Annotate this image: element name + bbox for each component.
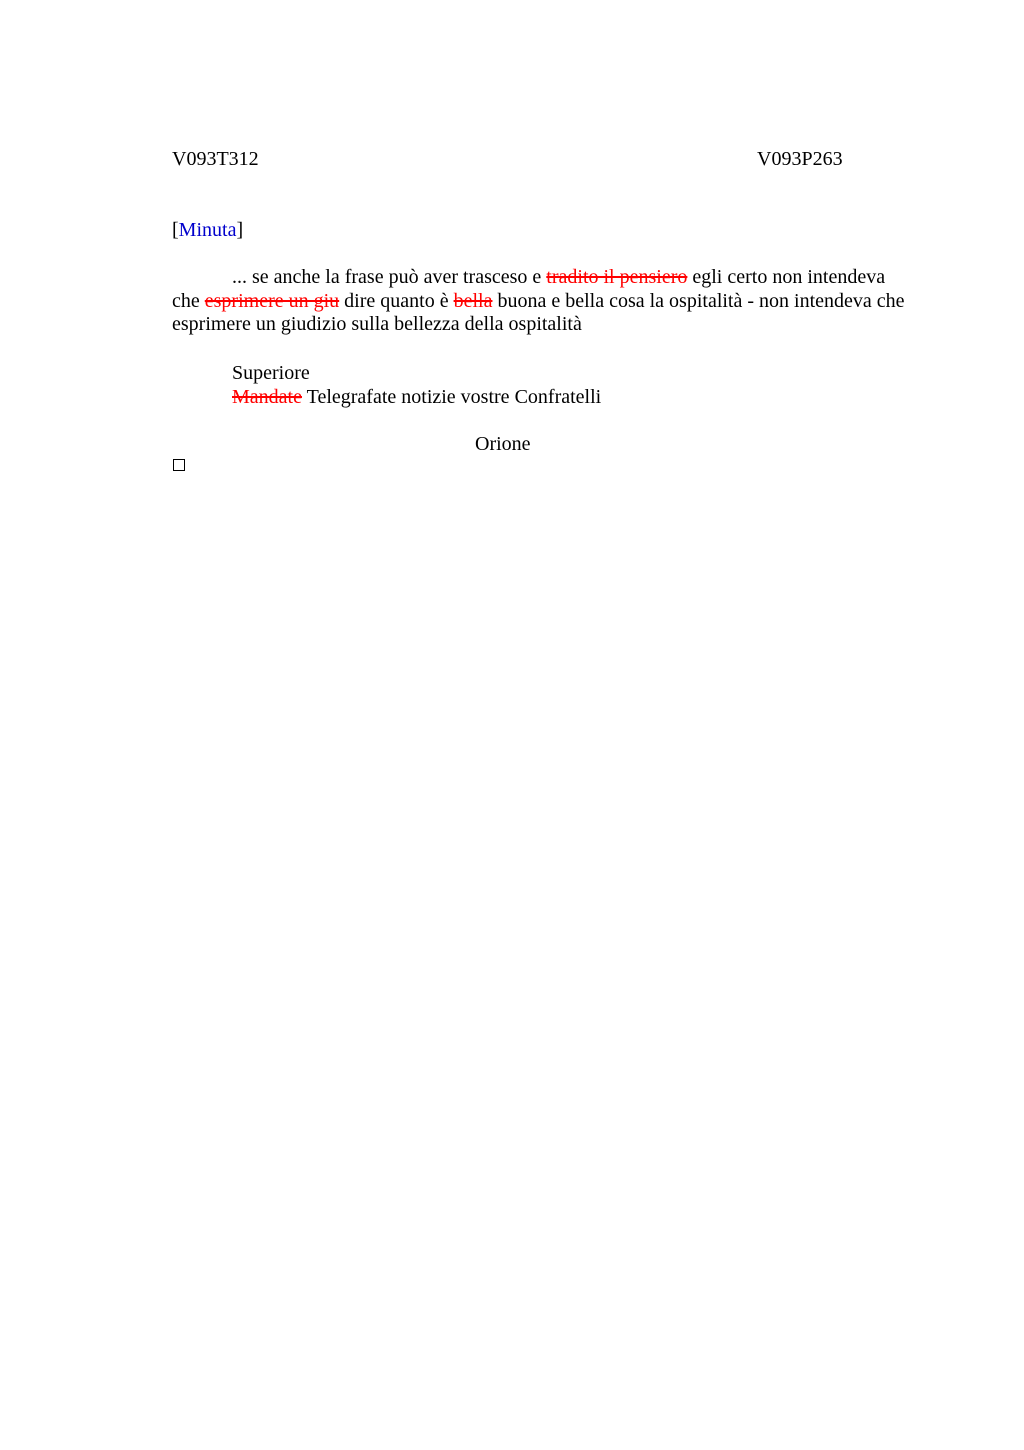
end-of-document-box-icon xyxy=(173,459,185,471)
telegram-message xyxy=(232,385,601,409)
signature: Orione xyxy=(475,433,531,455)
telegram-message-text: Telegrafate notizie vostre Confratelli xyxy=(301,386,602,408)
document-type-label: Minuta xyxy=(178,219,237,241)
close-bracket: ] xyxy=(236,219,244,241)
document-type xyxy=(172,218,243,242)
body-text: dire quanto è xyxy=(339,289,454,312)
body-text: egli certo non intendeva che xyxy=(172,266,886,312)
document-code-right: V093P263 xyxy=(757,148,843,170)
telegram-addressee: Superiore xyxy=(232,362,310,384)
document-code-left: V093T312 xyxy=(172,148,259,170)
body-text: ... se anche la frase può aver trasceso e xyxy=(232,266,547,288)
deleted-text: bella xyxy=(453,289,493,312)
body-text: buona e bella cosa la ospitalità - non intendeva che esprimere un giudizio sulla bellezza della ospitalità xyxy=(172,289,905,336)
deleted-text: Mandate xyxy=(232,386,302,408)
open-bracket: [ xyxy=(172,219,179,241)
deleted-text: esprimere un giu xyxy=(204,289,340,312)
body-paragraph xyxy=(172,266,912,337)
deleted-text: tradito il pensiero xyxy=(546,266,688,288)
